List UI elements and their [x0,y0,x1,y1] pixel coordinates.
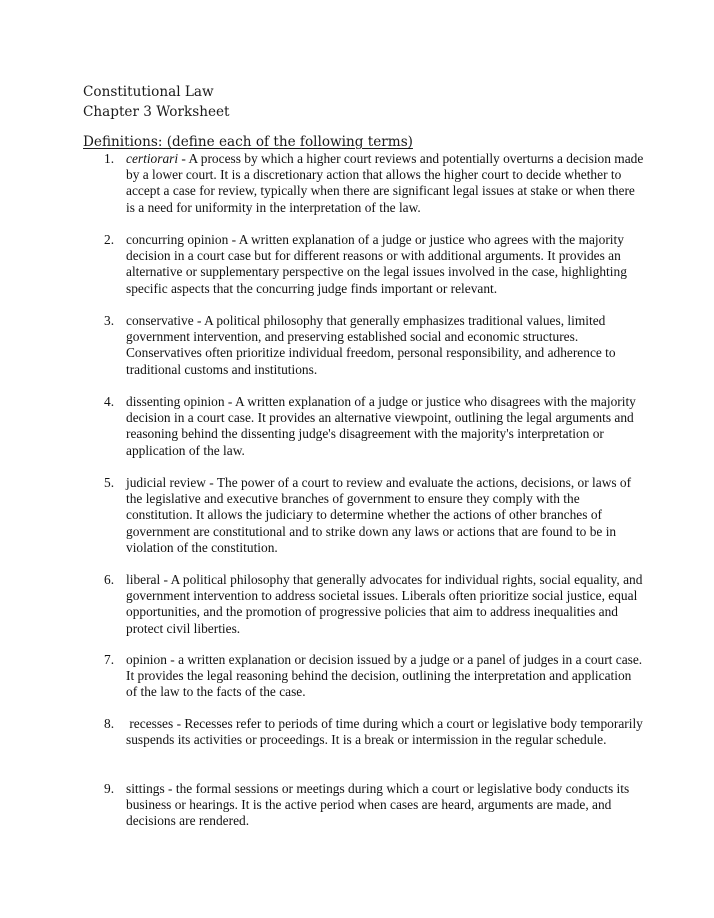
definition-term: certiorari [126,151,179,166]
definition-number: 6. [104,572,115,587]
definition-text: - A process by which a higher court reviews and potentially overturns a decision made by a lower court. It is a discretionary action that allows the higher court to decide whether to accept a case for review, typically when there are significant legal issues at stake or when there is a need for uniformity in the interpretation of the law. [126,151,644,215]
definition-number: 5. [104,475,115,490]
definition-number: 3. [104,313,115,328]
definition-text: - the formal sessions or meetings during which a court or legislative body conducts its business or hearings. It is the active period when cases are heard, arguments are made, and decisions are rendered. [126,781,630,829]
definition-item [104,572,644,637]
definition-text: - A political philosophy that generally advocates for individual rights, social equality, and government intervention to address societal issues. Liberals often prioritize social justice, equal opportunities, and the promotion of progressive policies that aim to address inequalities and protect civil liberties. [126,572,643,636]
definitions-heading: Definitions: (define each of the following terms) [83,134,413,150]
definition-number: 7. [104,652,115,667]
definition-item [104,652,644,701]
definition-number: 4. [104,394,115,409]
definition-term: liberal [126,572,161,587]
definition-item [104,232,644,297]
definition-text: - Recesses refer to periods of time during which a court or legislative body temporarily suspends its activities or proceedings. It is a break or intermission in the regular schedule. [126,716,643,748]
definition-item [104,394,644,459]
definition-text: - A written explanation of a judge or justice who disagrees with the majority decision in a court case. It provides an alternative viewpoint, outlining the legal arguments and reasoning behind the dissenting judge's disagreement with the majority's interpretation or application of the law. [126,394,636,458]
definition-item [104,475,644,556]
definition-number: 2. [104,232,115,247]
definition-number: 1. [104,151,115,166]
definition-item [104,313,644,378]
definition-term: conservative [126,313,194,328]
definition-number: 9. [104,781,115,796]
definition-term: recesses [126,716,174,731]
definition-term: dissenting opinion [126,394,225,409]
document-header [83,82,230,122]
worksheet-title: Chapter 3 Worksheet [83,104,230,120]
definition-text: - The power of a court to review and evaluate the actions, decisions, or laws of the legislative and executive branches of government to ensure they comply with the constitution. It allows the judiciary to determine whether the actions of other branches of government are constitutional and to strike down any laws or actions that are found to be in violation of the constitution. [126,475,632,555]
definition-item [104,151,644,216]
definition-item [104,781,644,830]
definition-text: - A political philosophy that generally emphasizes traditional values, limited government intervention, and preserving established social and economic structures. Conservatives often prioritize individual freedom, personal responsibility, and adherence to traditional customs and institutions. [126,313,616,377]
definition-term: judicial review [126,475,206,490]
definition-item [104,716,644,748]
definition-term: concurring opinion [126,232,229,247]
definition-text: - a written explanation or decision issued by a judge or a panel of judges in a court case. It provides the legal reasoning behind the decision, outlining the interpretation and application of the law to the facts of the case. [126,652,643,700]
course-title: Constitutional Law [83,84,214,100]
definition-text: - A written explanation of a judge or justice who agrees with the majority decision in a court case but for different reasons or with additional arguments. It provides an alternative or supplementary perspective on the legal issues involved in the case, highlighting specific aspects that the concurring judge finds important or relevant. [126,232,627,296]
definition-number: 8. [104,716,115,731]
definition-term: opinion [126,652,167,667]
definition-term: sittings [126,781,165,796]
